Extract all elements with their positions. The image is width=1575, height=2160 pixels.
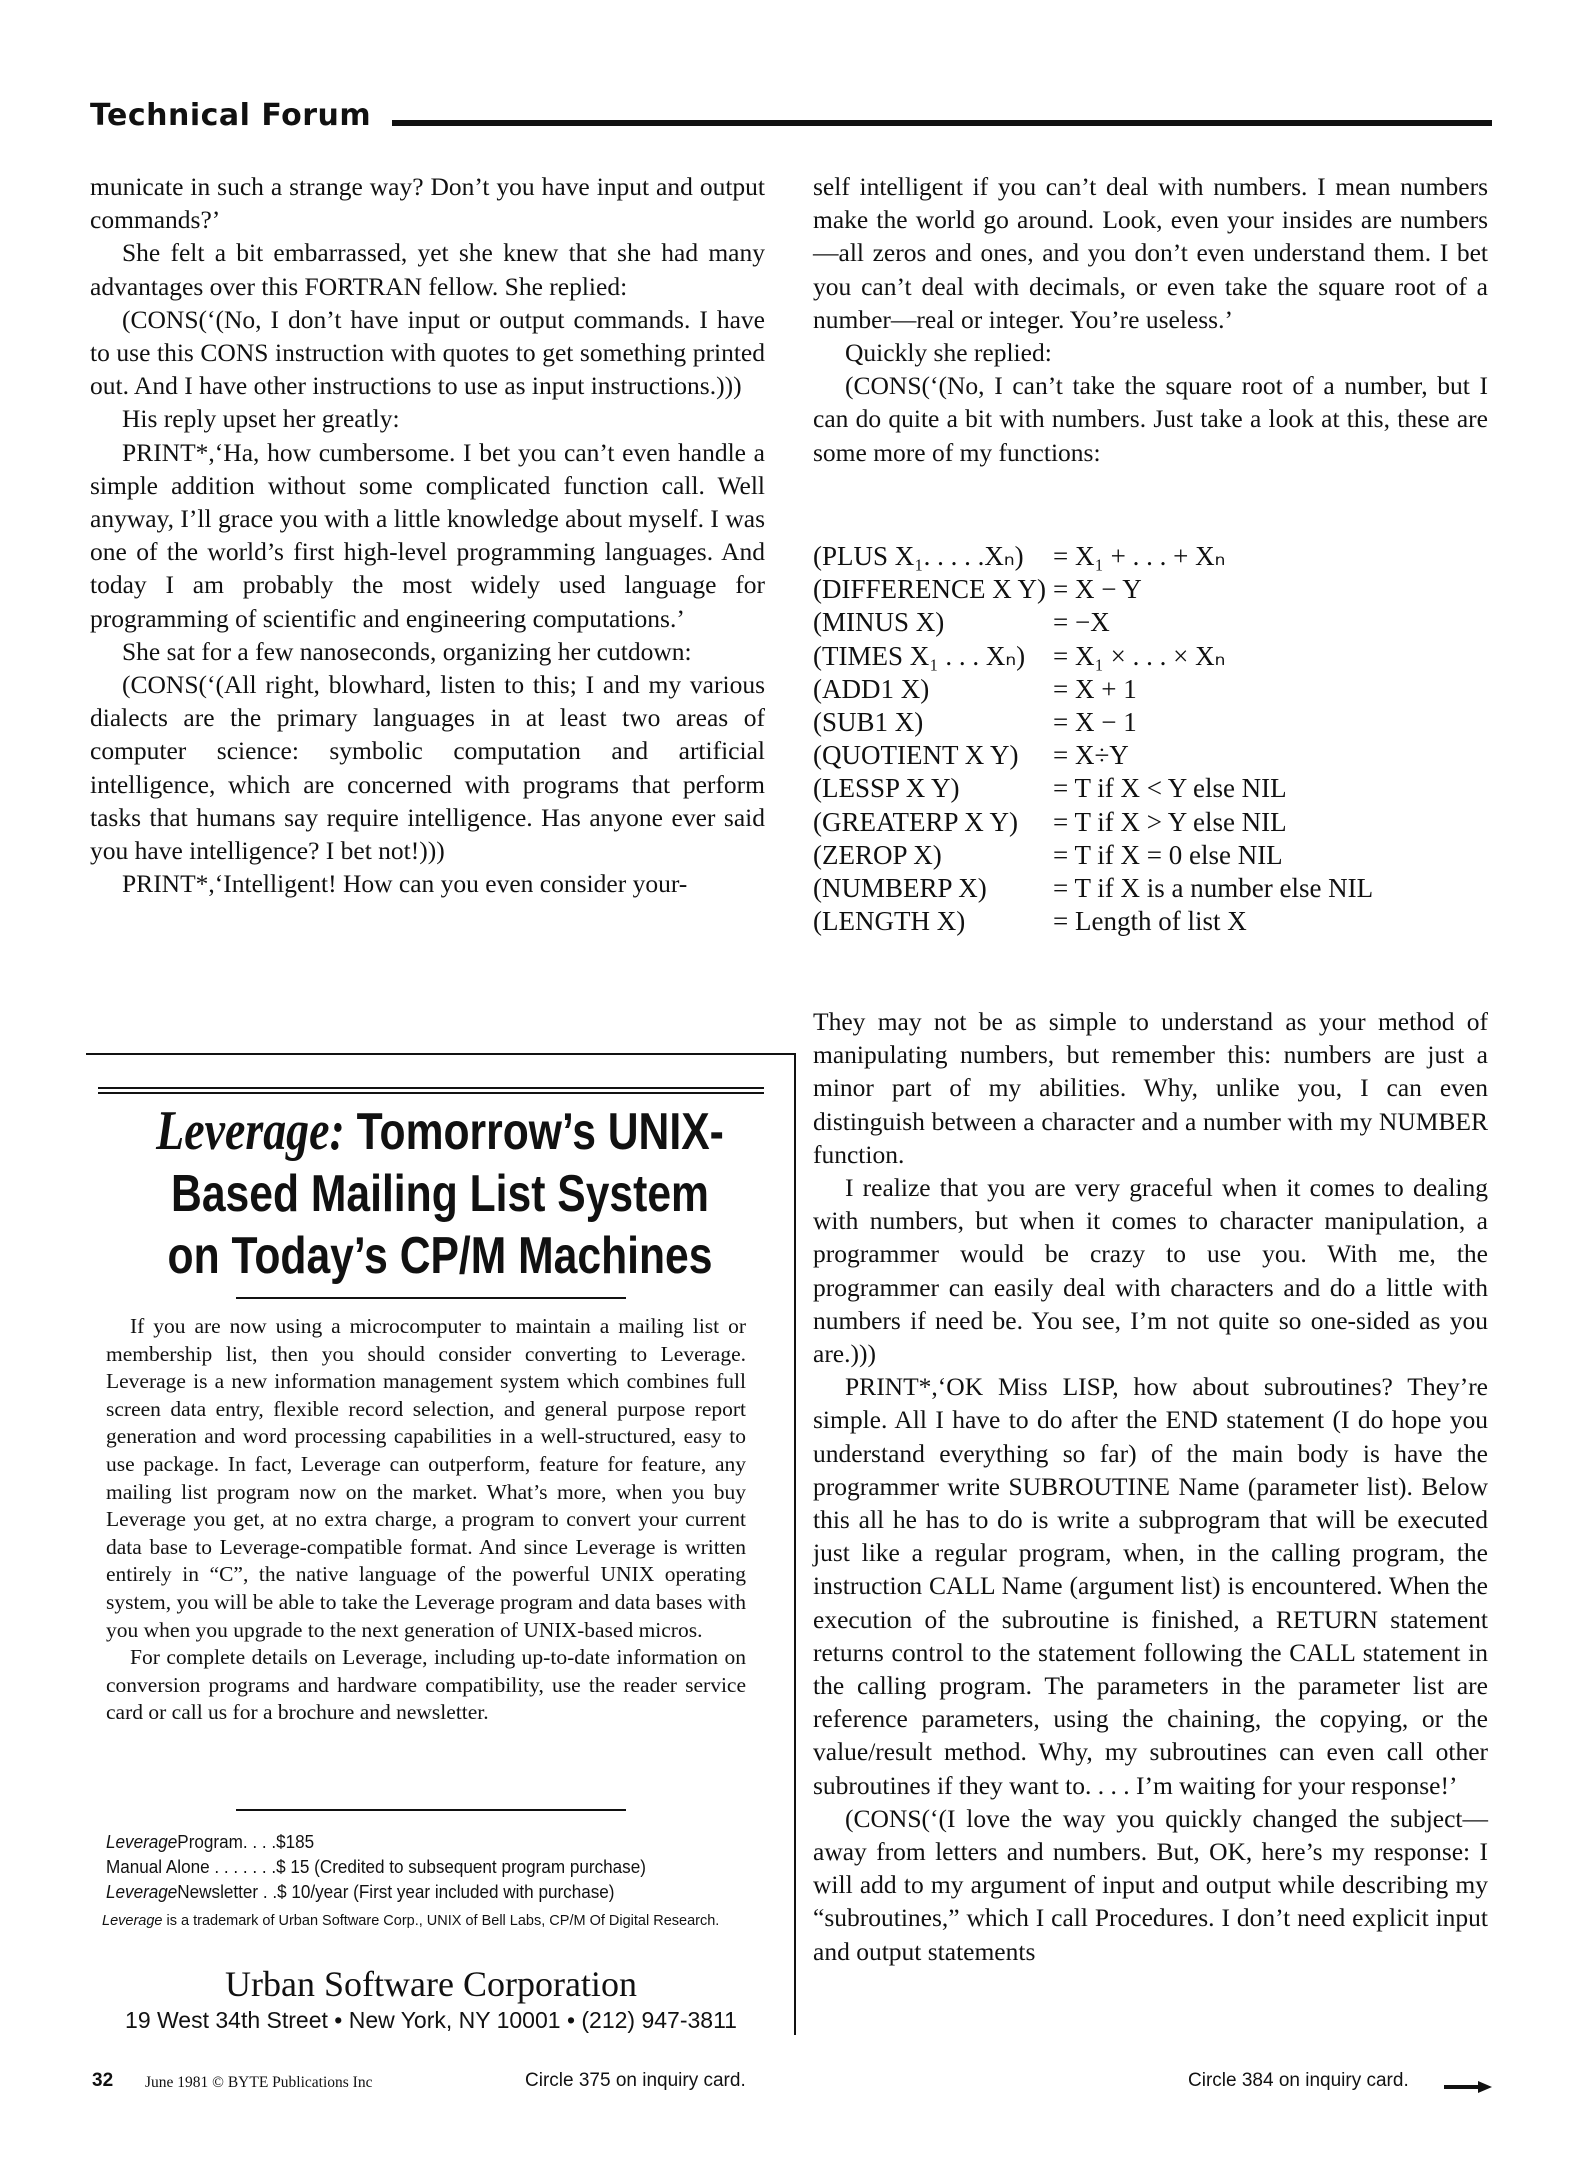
paragraph: She sat for a few nanoseconds, organizing her cutdown: <box>122 636 692 666</box>
paragraph: (CONS(‘(All right, blowhard, listen to this; I and my various dialects are the primary languages in at least two areas of computer science: symbolic computation and artificial intelligence, which are concerned with programs that perform tasks that humans say require intelligence. Has anyone ever said you have intelligence? I bet not!))) <box>90 670 765 866</box>
page-number: 32 <box>92 2070 114 2091</box>
price-brand: Leverage <box>106 1882 178 1902</box>
section-title: Technical Forum <box>90 98 372 133</box>
function-call: (PLUS X₁. . . . .Xₙ) <box>813 541 1024 571</box>
section-header <box>90 98 1492 138</box>
paragraph: She felt a bit embarrassed, yet she knew that she had many advantages over this FORTRAN fellow. She replied: <box>90 238 765 301</box>
function-row <box>813 540 1493 573</box>
function-call: (GREATERP X Y) <box>813 806 1018 837</box>
function-row <box>813 772 1493 805</box>
ad-headline-brand: Leverage: <box>156 1100 345 1162</box>
function-call: (MINUS X) <box>813 607 945 638</box>
function-row <box>813 872 1493 905</box>
ad-price-list <box>106 1830 646 1905</box>
ad-paragraph: For complete details on Leverage, including up-to-date information on conversion programs and hardware compatibility, use the reader service card or call us for a brochure and newsletter. <box>106 1645 746 1725</box>
function-result: = X + 1 <box>1053 673 1137 704</box>
paragraph: PRINT*,‘OK Miss LISP, how about subroutines? They’re simple. All I have to do after the END statement (I do hope you understand everything so far) of the main body is have the programmer write SUBROUTINE Name (parameter list). Below this all he has to do is write a subprogram that will be executed just like a regular program, when, in the calling program, the instruction CALL Name (argument list) is encountered. When the execution of the subroutine is finished, a RETURN statement returns control to the statement following the CALL statement in the calling program. The parameters in the parameter list are reference parameters, using the chaining, the copying, or the value/result method. Why, my subroutines can even call other subroutines if they want to. . . . I’m waiting for your response!’ <box>813 1372 1488 1800</box>
function-call: (LENGTH X) <box>813 906 966 937</box>
ad-separator <box>236 1297 626 1299</box>
function-row <box>813 839 1493 872</box>
price-row <box>106 1880 646 1905</box>
right-column-top <box>813 170 1488 469</box>
paragraph: PRINT*,‘Intelligent! How can you even consider your- <box>122 869 688 899</box>
ad-headline-line2: Based Mailing List System <box>171 1165 709 1223</box>
trademark-brand: Leverage <box>102 1913 163 1929</box>
function-call: (ADD1 X) <box>813 673 930 704</box>
paragraph: (CONS(‘(No, I don’t have input or output commands. I have to use this CONS instruction with quotes to get something printed out. And I have other instructions to use as input instructions.))) <box>90 304 765 401</box>
paragraph: municate in such a strange way? Don’t you have input and output commands?’ <box>90 172 765 235</box>
ad-body <box>106 1313 746 1727</box>
trademark-text: is a trademark of Urban Software Corp., UNIX of Bell Labs, CP/M Of Digital Research. <box>162 1913 720 1929</box>
inquiry-right: Circle 384 on inquiry card. <box>1188 2070 1409 2091</box>
function-table <box>813 540 1493 938</box>
ad-double-rule <box>98 1087 764 1094</box>
paragraph: (CONS(‘(I love the way you quickly changed the subject—away from letters and numbers. But, OK, here’s my response: I will add to my argument of input and output while describing my “subroutines,” which I call Procedures. I don’t need explicit input and output statements <box>813 1803 1488 1966</box>
paragraph: Quickly she replied: <box>845 338 1052 368</box>
function-row <box>813 606 1493 639</box>
function-result: = X − 1 <box>1053 707 1137 738</box>
function-result: = T if X < Y else NIL <box>1053 773 1287 804</box>
arrow-right-icon <box>1444 2080 1494 2094</box>
paragraph: They may not be as simple to understand as your method of manipulating numbers, but remember this: numbers are just a minor part of my abilities. Why, unlike you, I can even distinguish between a character and a number with my NUMBER function. <box>813 1007 1488 1169</box>
publication-line: June 1981 © BYTE Publications Inc <box>145 2074 373 2091</box>
function-row <box>813 739 1493 772</box>
paragraph: self intelligent if you can’t deal with numbers. I mean numbers make the world go around. Look, even your insides are numbers—all zeros and ones, and you don’t even understand them. I bet you can’t deal with decimals, or even take the square root of a number—real or integer. You’re useless.’ <box>813 172 1488 334</box>
paragraph: PRINT*,‘Ha, how cumbersome. I bet you can’t even handle a simple addition without some complicated function call. Well anyway, I’ll grace you with a little knowledge about myself. I was one of the world’s first high-level programming languages. And today I am probably the most widely used language for programming of scientific and engineering computations.’ <box>90 437 765 633</box>
function-row <box>813 806 1493 839</box>
function-call: (SUB1 X) <box>813 707 924 738</box>
function-result: = T if X > Y else NIL <box>1053 806 1287 837</box>
paragraph: His reply upset her greatly: <box>122 404 400 434</box>
price-item: Newsletter . .$ 10/year (First year included with purchase) <box>177 1882 615 1902</box>
function-result: = X₁ × . . . × Xₙ <box>1053 640 1226 671</box>
function-result: = T if X = 0 else NIL <box>1053 839 1283 870</box>
function-call: (LESSP X Y) <box>813 773 960 804</box>
ad-address: 19 West 34th Street • New York, NY 10001 • (212) 947-3811 <box>125 2007 737 2033</box>
paragraph: (CONS(‘(No, I can’t take the square root of a number, but I can do quite a bit with numbers. Just take a look at this, these are some more of my functions: <box>813 371 1488 467</box>
price-row <box>106 1855 646 1880</box>
ad-company: Urban Software Corporation <box>225 1964 637 2004</box>
header-rule <box>392 120 1492 126</box>
inquiry-left: Circle 375 on inquiry card. <box>525 2070 746 2091</box>
function-result: = X − Y <box>1053 574 1142 605</box>
function-result: = Length of list X <box>1053 906 1247 937</box>
function-row <box>813 706 1493 739</box>
function-call: (DIFFERENCE X Y) <box>813 574 1046 605</box>
left-column <box>90 170 765 900</box>
price-item: Program. . . .$185 <box>177 1832 315 1852</box>
function-row <box>813 673 1493 706</box>
function-result: = −X <box>1053 607 1110 638</box>
function-row <box>813 573 1493 606</box>
function-result: = T if X is a number else NIL <box>1053 873 1374 904</box>
advertisement <box>86 1053 796 2035</box>
ad-headline <box>150 1100 731 1287</box>
function-row <box>813 640 1493 673</box>
function-call: (ZEROP X) <box>813 839 942 870</box>
ad-headline-line3: on Today’s CP/M Machines <box>167 1227 713 1285</box>
right-column-bottom <box>813 1005 1488 1968</box>
ad-headline-line1: Tomorrow’s UNIX- <box>344 1103 724 1161</box>
paragraph: I realize that you are very graceful when it comes to dealing with numbers, but when it comes to character manipulation, a programmer would be crazy to use you. With me, the programmer can easily deal with characters and do a little with numbers if need be. You see, I’m not quite so one-sided as you are.))) <box>813 1173 1488 1369</box>
ad-paragraph: If you are now using a microcomputer to maintain a mailing list or membership list, then you should consider converting to Leverage. Leverage is a new information management system which combines full screen data entry, flexible record selection, and general purpose report generation and word processing capabilities in a well-structured, easy to use package. In fact, Leverage can outperform, feature for feature, any mailing list program now on the market. What’s more, when you buy Leverage you get, at no extra charge, a program to convert your current data base to Leverage-compatible format. And since Leverage is written entirely in “C”, the native language of the powerful UNIX operating system, you will be able to take the Leverage program and data bases with you when you upgrade to the next generation of UNIX-based micros. <box>106 1314 747 1642</box>
price-brand: Leverage <box>106 1832 178 1852</box>
function-call: (TIMES X₁ . . . Xₙ) <box>813 640 1026 671</box>
function-result: = X÷Y <box>1053 740 1129 771</box>
ad-separator <box>236 1809 626 1811</box>
ad-trademark <box>102 1911 762 1932</box>
function-call: (QUOTIENT X Y) <box>813 740 1019 771</box>
function-row <box>813 905 1493 938</box>
price-item: Manual Alone . . . . . . .$ 15 (Credited to subsequent program purchase) <box>106 1857 646 1877</box>
price-row <box>106 1830 646 1855</box>
function-call: (NUMBERP X) <box>813 873 987 904</box>
function-result: = X₁ + . . . + Xₙ <box>1053 541 1226 571</box>
